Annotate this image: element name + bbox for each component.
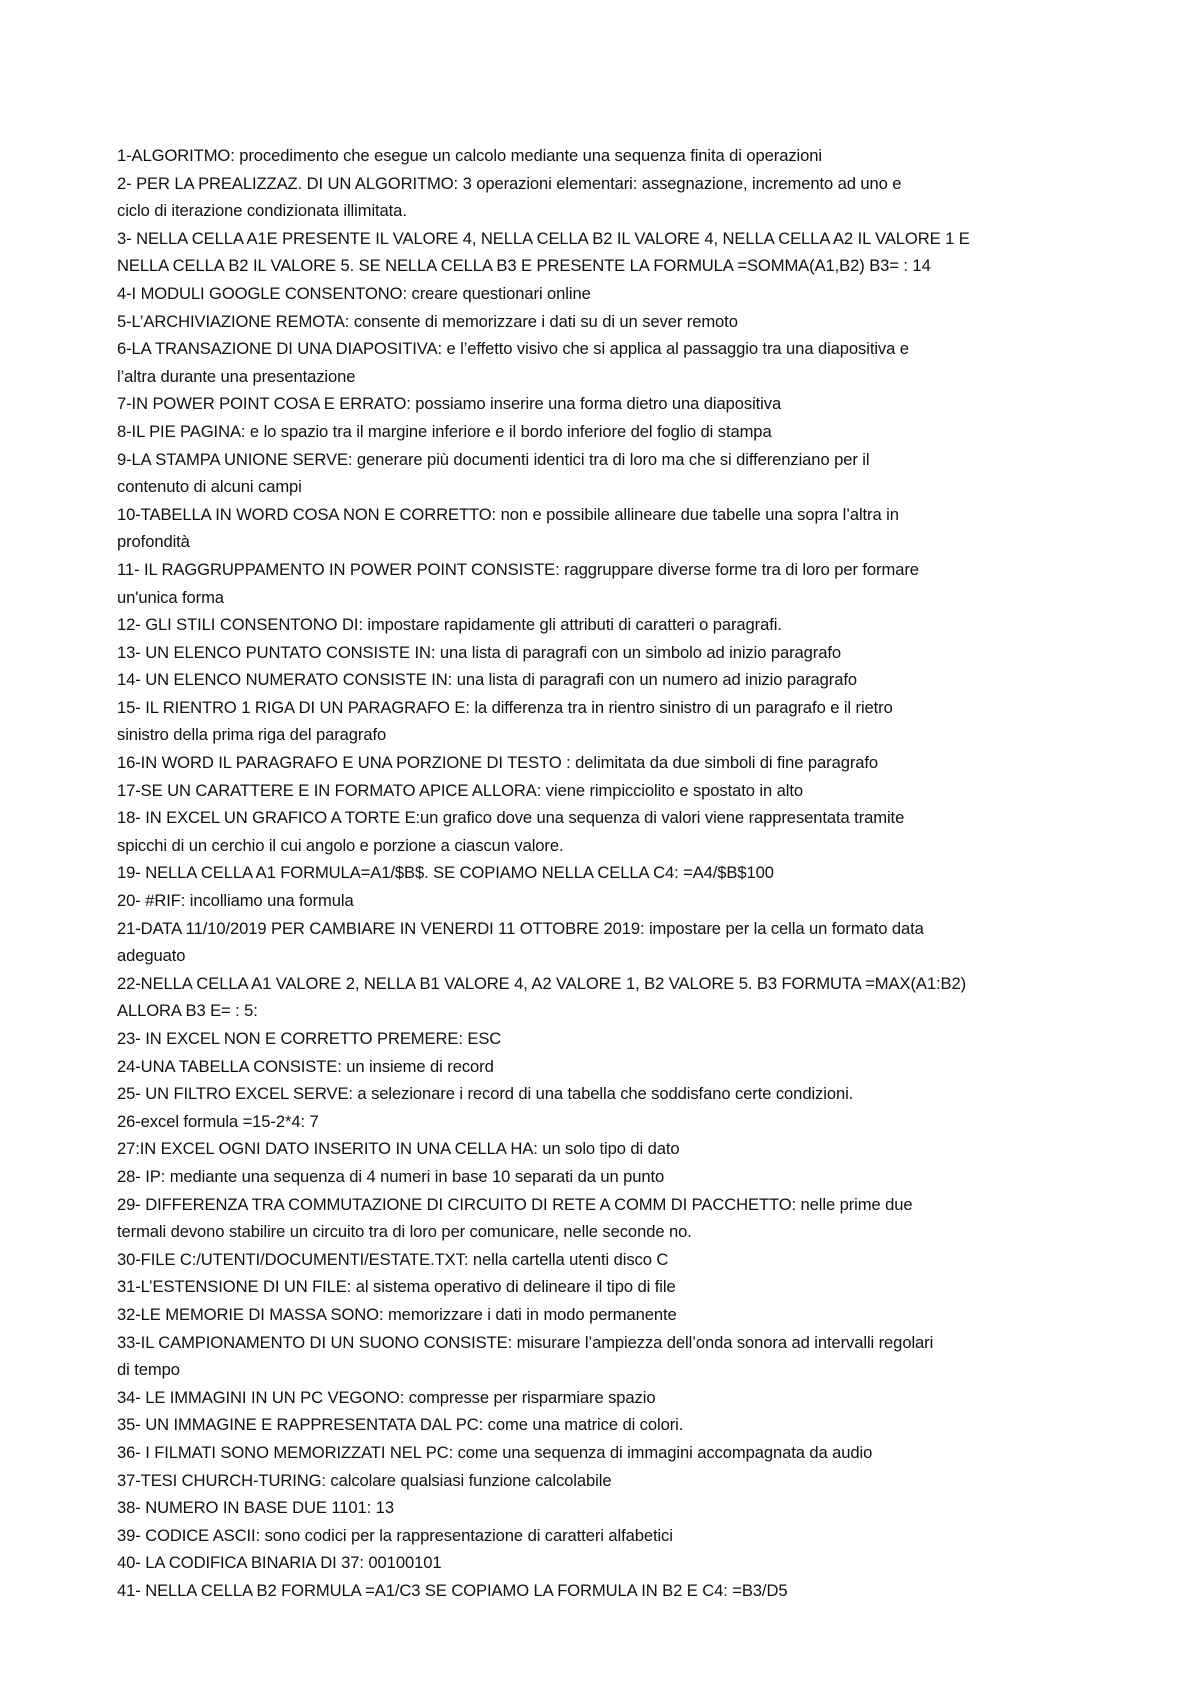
text-line: 10-TABELLA IN WORD COSA NON E CORRETTO: non e possibile allineare due tabelle una sopra l’altra in: [117, 504, 899, 524]
text-line: 6-LA TRANSAZIONE DI UNA DIAPOSITIVA: e l’effetto visivo che si applica al passaggio tra una diapositiva e: [117, 339, 909, 359]
text-line: 4-I MODULI GOOGLE CONSENTONO: creare questionari online: [117, 283, 591, 303]
text-line: 38- NUMERO IN BASE DUE 1101: 13: [117, 1498, 394, 1518]
text-line: 5-L’ARCHIVIAZIONE REMOTA: consente di memorizzare i dati su di un sever remoto: [117, 311, 738, 331]
text-line: 16-IN WORD IL PARAGRAFO E UNA PORZIONE DI TESTO : delimitata da due simboli di fine paragrafo: [117, 753, 879, 773]
text-line: 13- UN ELENCO PUNTATO CONSISTE IN: una lista di paragrafi con un simbolo ad inizio paragrafo: [117, 642, 841, 662]
text-line: 37-TESI CHURCH-TURING: calcolare qualsiasi funzione calcolabile: [117, 1470, 612, 1490]
text-line: 12- GLI STILI CONSENTONO DI: impostare rapidamente gli attributi di caratteri o paragrafi.: [117, 615, 782, 635]
text-line: 2- PER LA PREALIZZAZ. DI UN ALGORITMO: 3 operazioni elementari: assegnazione, incremento ad uno e: [117, 173, 902, 193]
text-line: 19- NELLA CELLA A1 FORMULA=A1/$B$. SE COPIAMO NELLA CELLA C4: =A4/$B$100: [117, 863, 774, 883]
text-line: l’altra durante una presentazione: [117, 366, 356, 386]
text-line: 32-LE MEMORIE DI MASSA SONO: memorizzare i dati in modo permanente: [117, 1304, 677, 1324]
text-line: 11- IL RAGGRUPPAMENTO IN POWER POINT CONSISTE: raggruppare diverse forme tra di loro per formare: [117, 559, 919, 579]
text-line: 14- UN ELENCO NUMERATO CONSISTE IN: una lista di paragrafi con un numero ad inizio paragrafo: [117, 670, 857, 690]
text-line: un'unica forma: [117, 587, 224, 607]
text-line: 8-IL PIE PAGINA: e lo spazio tra il margine inferiore e il bordo inferiore del foglio di stampa: [117, 421, 772, 441]
text-line: 35- UN IMMAGINE E RAPPRESENTATA DAL PC: come una matrice di colori.: [117, 1415, 684, 1435]
text-line: 20- #RIF: incolliamo una formula: [117, 891, 354, 911]
text-line: 26-excel formula =15-2*4: 7: [117, 1111, 319, 1131]
text-line: 29- DIFFERENZA TRA COMMUTAZIONE DI CIRCUITO DI RETE A COMM DI PACCHETTO: nelle prime due: [117, 1194, 913, 1214]
text-line: 31-L’ESTENSIONE DI UN FILE: al sistema operativo di delineare il tipo di file: [117, 1277, 676, 1297]
text-line: 41- NELLA CELLA B2 FORMULA =A1/C3 SE COPIAMO LA FORMULA IN B2 E C4: =B3/D5: [117, 1580, 788, 1600]
text-line: 34- LE IMMAGINI IN UN PC VEGONO: compresse per risparmiare spazio: [117, 1387, 656, 1407]
text-line: 24-UNA TABELLA CONSISTE: un insieme di record: [117, 1056, 494, 1076]
text-line: 28- IP: mediante una sequenza di 4 numeri in base 10 separati da un punto: [117, 1166, 665, 1186]
text-line: spicchi di un cerchio il cui angolo e porzione a ciascun valore.: [117, 835, 564, 855]
text-line: 9-LA STAMPA UNIONE SERVE: generare più documenti identici tra di loro ma che si differenziano per il: [117, 449, 870, 469]
text-line: sinistro della prima riga del paragrafo: [117, 725, 387, 745]
text-line: ALLORA B3 E= : 5:: [117, 1001, 258, 1021]
text-line: profondità: [117, 532, 190, 552]
text-line: 33-IL CAMPIONAMENTO DI UN SUONO CONSISTE: misurare l’ampiezza dell’onda sonora ad intervalli regolari: [117, 1332, 934, 1352]
text-line: 1-ALGORITMO: procedimento che esegue un calcolo mediante una sequenza finita di operazioni: [117, 146, 822, 165]
text-line: 30-FILE C:/UTENTI/DOCUMENTI/ESTATE.TXT: nella cartella utenti disco C: [117, 1249, 669, 1269]
text-line: 36- I FILMATI SONO MEMORIZZATI NEL PC: come una sequenza di immagini accompagnata da audio: [117, 1442, 873, 1462]
text-line: 15- IL RIENTRO 1 RIGA DI UN PARAGRAFO E: la differenza tra in rientro sinistro di un paragrafo e il rietro: [117, 697, 893, 717]
text-line: NELLA CELLA B2 IL VALORE 5. SE NELLA CELLA B3 E PRESENTE LA FORMULA =SOMMA(A1,B2) B3= : 14: [117, 256, 931, 276]
text-line: 39- CODICE ASCII: sono codici per la rappresentazione di caratteri alfabetici: [117, 1525, 673, 1545]
text-line: ciclo di iterazione condizionata illimitata.: [117, 201, 407, 221]
text-line: 40- LA CODIFICA BINARIA DI 37: 00100101: [117, 1553, 442, 1573]
text-line: 25- UN FILTRO EXCEL SERVE: a selezionare i record di una tabella che soddisfano certe condizioni.: [117, 1084, 854, 1104]
text-line: adeguato: [117, 946, 186, 966]
text-line: termali devono stabilire un circuito tra di loro per comunicare, nelle seconde no.: [117, 1222, 692, 1242]
text-line: 18- IN EXCEL UN GRAFICO A TORTE E:un grafico dove una sequenza di valori viene rappresentata tramite: [117, 808, 905, 828]
text-line: 3- NELLA CELLA A1E PRESENTE IL VALORE 4, NELLA CELLA B2 IL VALORE 4, NELLA CELLA A2 IL VALORE 1 E: [117, 228, 970, 248]
text-line: 21-DATA 11/10/2019 PER CAMBIARE IN VENERDI 11 OTTOBRE 2019: impostare per la cella un formato data: [117, 918, 924, 938]
text-line: di tempo: [117, 1360, 180, 1380]
text-line: 23- IN EXCEL NON E CORRETTO PREMERE: ESC: [117, 1029, 502, 1048]
text-line: 22-NELLA CELLA A1 VALORE 2, NELLA B1 VALORE 4, A2 VALORE 1, B2 VALORE 5. B3 FORMUTA =MAX(A1:B2): [117, 973, 967, 993]
document-body: [117, 142, 1097, 1604]
text-line: 27:IN EXCEL OGNI DATO INSERITO IN UNA CELLA HA: un solo tipo di dato: [117, 1139, 680, 1159]
text-line: 17-SE UN CARATTERE E IN FORMATO APICE ALLORA: viene rimpicciolito e spostato in alto: [117, 780, 804, 800]
text-line: contenuto di alcuni campi: [117, 477, 302, 497]
text-line: 7-IN POWER POINT COSA E ERRATO: possiamo inserire una forma dietro una diapositiva: [117, 394, 782, 414]
